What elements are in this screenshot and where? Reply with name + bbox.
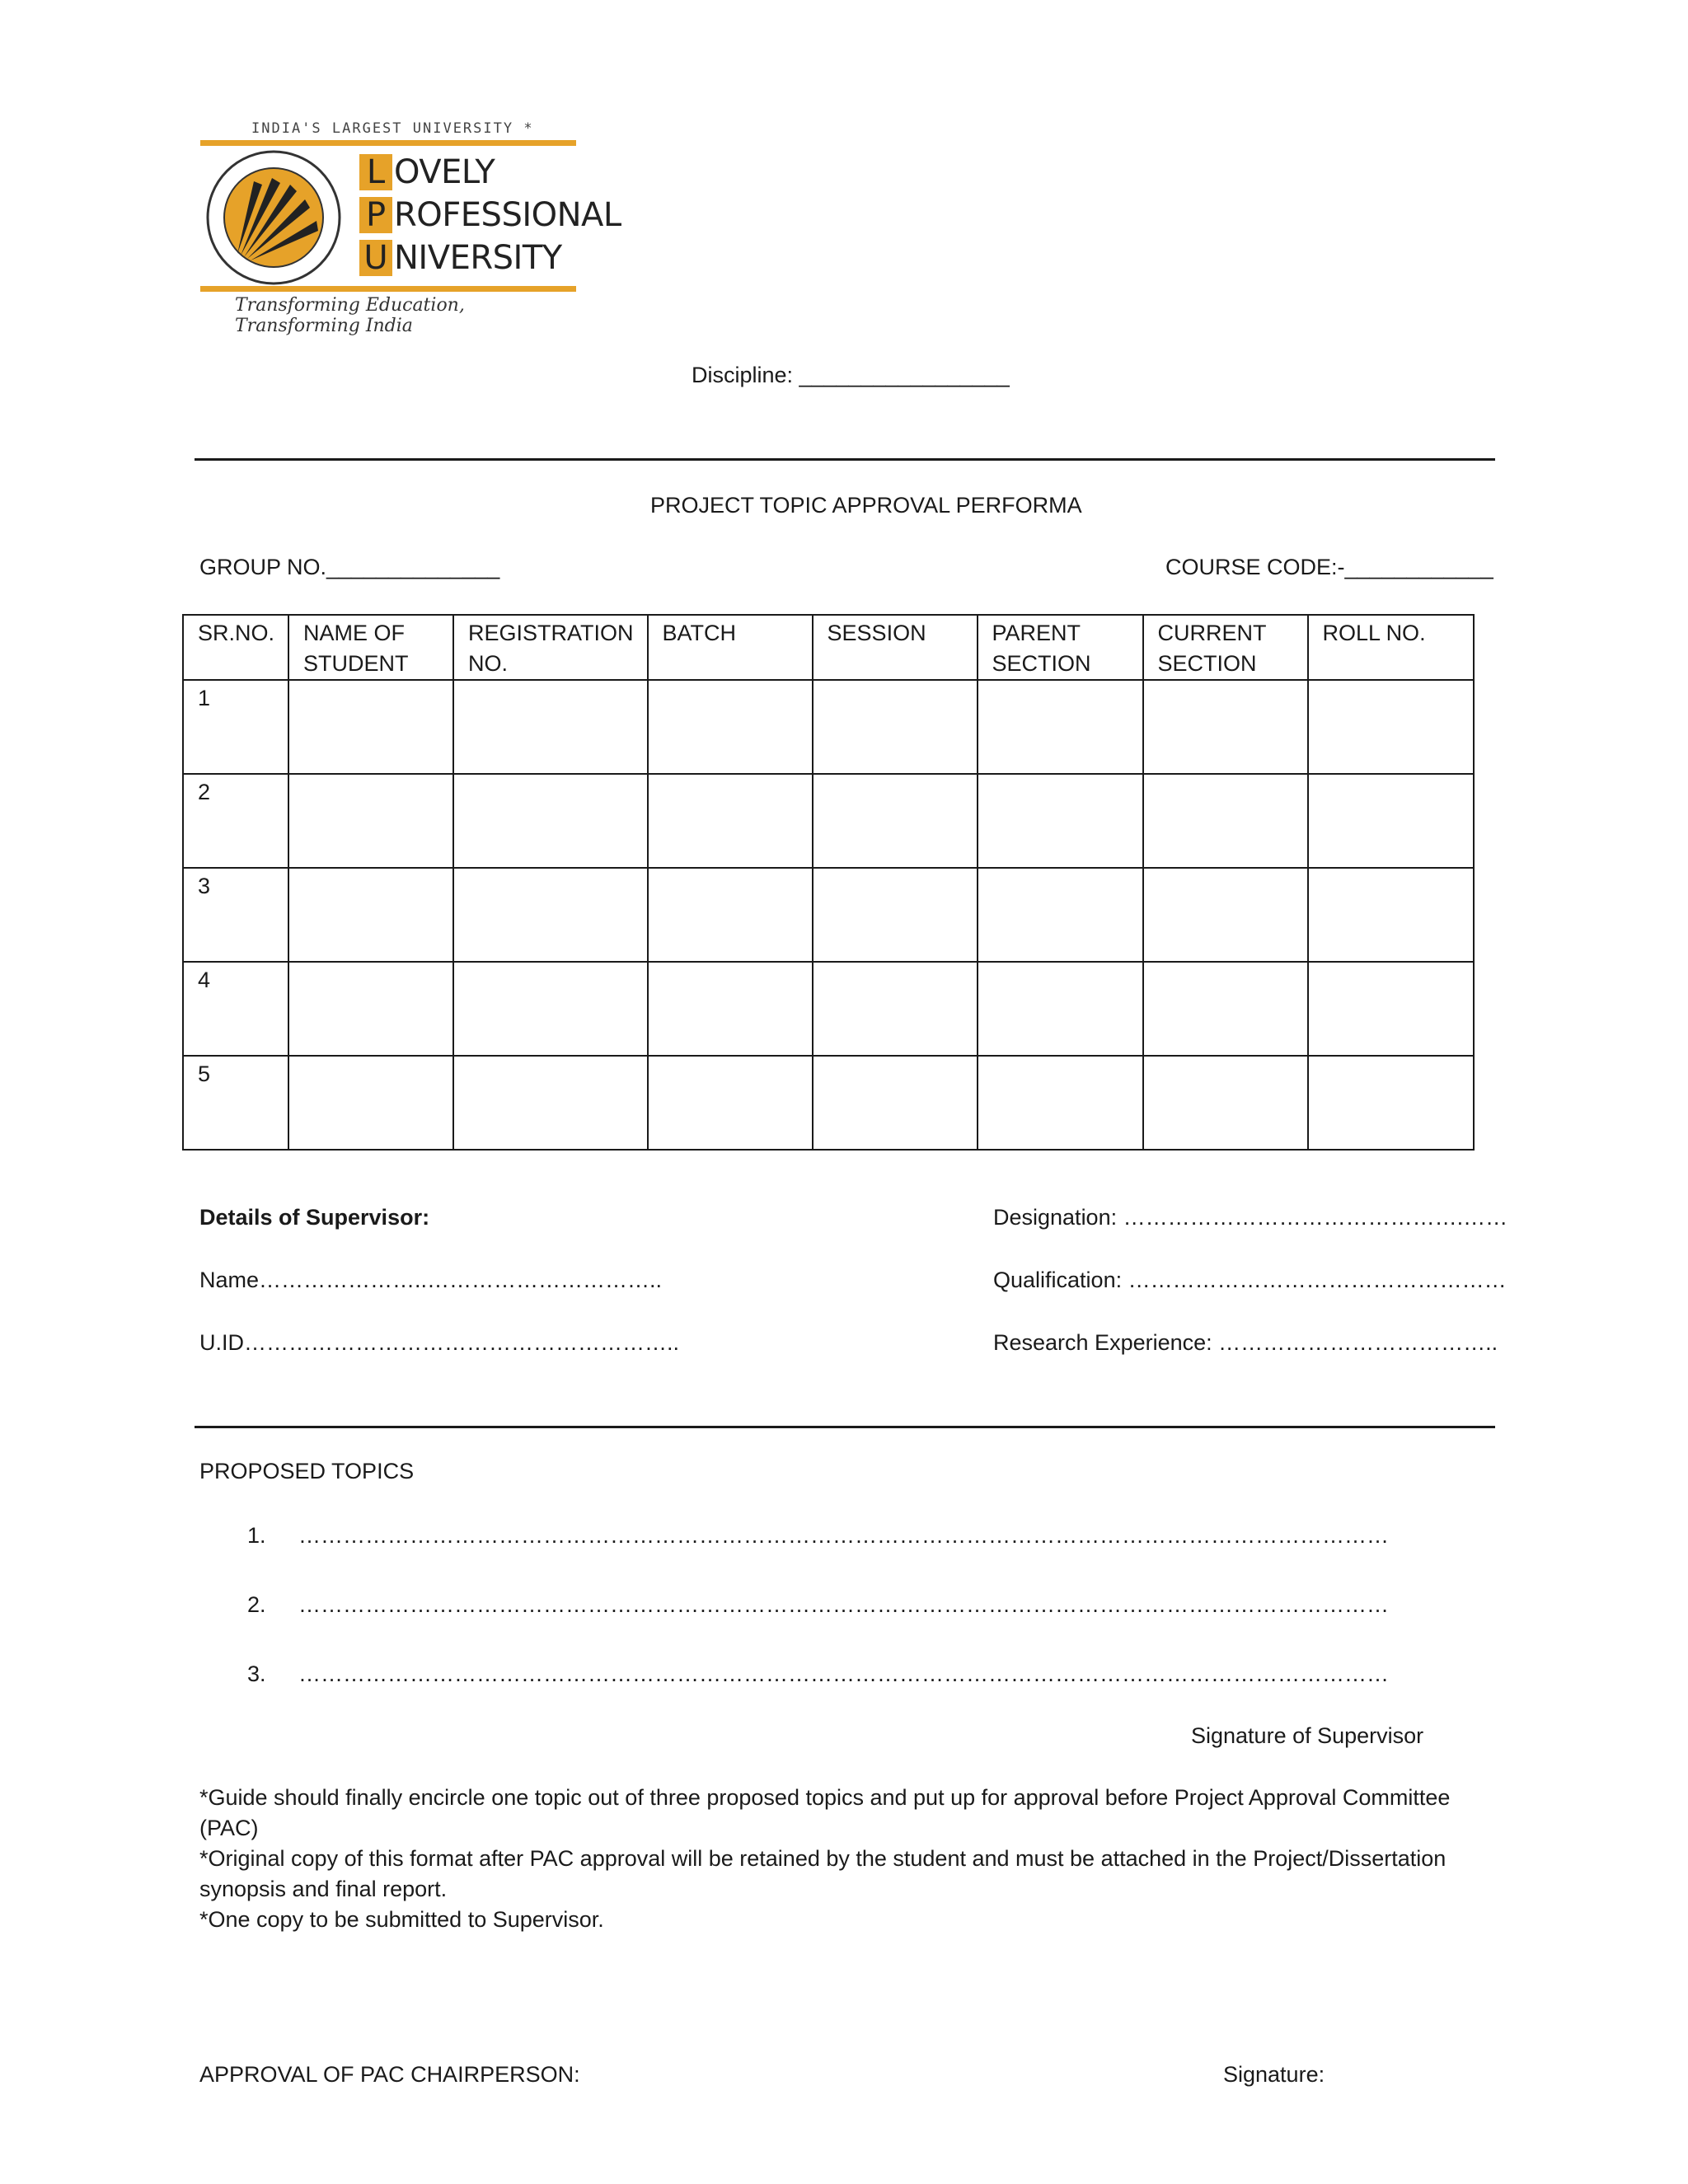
table-header-row [183,615,1474,680]
cell-current-section[interactable] [1143,680,1308,774]
cell-session[interactable] [813,1056,978,1150]
header-session: SESSION [813,615,978,680]
header-name-of-student: NAME OF STUDENT [288,615,453,680]
topic-line[interactable]: ………………………………………………………………………………………………………………………………… [298,1592,1389,1617]
logo-word-rest: ROFESSIONAL [394,196,621,234]
logo-word-rest: OVELY [394,153,495,191]
supervisor-qualification[interactable]: Qualification: …………………………………………… [993,1268,1507,1292]
signature-label: Signature: [1223,2062,1325,2087]
course-code-field: COURSE CODE:-____________ [1165,555,1493,579]
cell-current-section[interactable] [1143,774,1308,868]
university-logo [198,115,621,336]
cell-roll-no[interactable] [1308,774,1474,868]
row-number: 3 [183,868,288,962]
logo-seal-icon [204,148,343,287]
cell-registration-no[interactable] [453,962,648,1056]
cell-roll-no[interactable] [1308,962,1474,1056]
header-roll-no: ROLL NO. [1308,615,1474,680]
cell-student-name[interactable] [288,680,453,774]
table-row [183,868,1474,962]
topic-line[interactable]: ………………………………………………………………………………………………………………………………… [298,1661,1389,1686]
proposed-topics-heading: PROPOSED TOPICS [199,1459,415,1483]
header-batch: BATCH [648,615,813,680]
table-row [183,774,1474,868]
cell-batch[interactable] [648,680,813,774]
row-number: 4 [183,962,288,1056]
logo-word-2 [359,194,621,236]
supervisor-signature-label: Signature of Supervisor [1191,1723,1424,1748]
header-registration-no: REGISTRATION NO. [453,615,648,680]
group-no-field: GROUP NO.______________ [199,555,500,579]
note-item: *Original copy of this format after PAC approval will be retained by the student and must be attached in the Project/Dissertation synopsis and final report. [199,1846,1447,1901]
logo-tagline: INDIA'S LARGEST UNIVERSITY * [251,120,534,137]
pac-approval-label: APPROVAL OF PAC CHAIRPERSON: [199,2062,580,2087]
topic-number: 3. [247,1661,266,1686]
cell-registration-no[interactable] [453,868,648,962]
logo-bottom-bar [200,286,576,292]
cell-current-section[interactable] [1143,962,1308,1056]
cell-batch[interactable] [648,962,813,1056]
row-number: 2 [183,774,288,868]
logo-word-3 [359,237,621,279]
topic-number: 1. [247,1523,266,1548]
header-sr-no: SR.NO. [183,615,288,680]
cell-registration-no[interactable] [453,1056,648,1150]
table-row [183,962,1474,1056]
student-table [182,614,1475,1151]
topic-number: 2. [247,1592,266,1617]
supervisor-name[interactable]: Name…………………..………………………….. [199,1268,663,1292]
note-item: *One copy to be submitted to Supervisor. [199,1907,604,1932]
cell-parent-section[interactable] [978,868,1143,962]
supervisor-research-experience[interactable]: Research Experience: ……………………………….. [993,1330,1498,1355]
logo-initial: U [359,240,392,276]
cell-current-section[interactable] [1143,868,1308,962]
cell-session[interactable] [813,868,978,962]
form-title: PROJECT TOPIC APPROVAL PERFORMA [650,493,1082,518]
cell-student-name[interactable] [288,868,453,962]
note-item: *Guide should finally encircle one topic out of three proposed topics and put up for approval before Project Approval Committee (PAC) [199,1785,1451,1840]
cell-session[interactable] [813,774,978,868]
cell-parent-section[interactable] [978,680,1143,774]
cell-batch[interactable] [648,1056,813,1150]
cell-batch[interactable] [648,868,813,962]
logo-word-rest: NIVERSITY [394,239,562,277]
topic-line[interactable]: ………………………………………………………………………………………………………………………………… [298,1523,1389,1548]
supervisor-uid[interactable]: U.ID………………………………………………….. [199,1330,680,1355]
cell-batch[interactable] [648,774,813,868]
discipline-field: Discipline: _________________ [692,363,1010,387]
logo-wordmark [359,152,621,280]
row-number: 1 [183,680,288,774]
divider-top [195,458,1495,461]
cell-session[interactable] [813,962,978,1056]
cell-roll-no[interactable] [1308,1056,1474,1150]
logo-word-1 [359,152,621,193]
cell-student-name[interactable] [288,962,453,1056]
cell-student-name[interactable] [288,1056,453,1150]
logo-motto: Transforming Education, Transforming India [235,295,465,336]
row-number: 5 [183,1056,288,1150]
logo-initial: L [359,154,392,190]
cell-registration-no[interactable] [453,680,648,774]
divider-middle [195,1426,1495,1428]
logo-initial: P [359,197,392,233]
header-current-section: CURRENT SECTION [1143,615,1308,680]
table-row [183,680,1474,774]
cell-roll-no[interactable] [1308,680,1474,774]
supervisor-designation[interactable]: Designation: ……………………………………….…… [993,1205,1508,1230]
logo-top-bar [200,140,576,146]
cell-parent-section[interactable] [978,962,1143,1056]
cell-session[interactable] [813,680,978,774]
cell-student-name[interactable] [288,774,453,868]
cell-parent-section[interactable] [978,1056,1143,1150]
cell-parent-section[interactable] [978,774,1143,868]
table-row [183,1056,1474,1150]
cell-current-section[interactable] [1143,1056,1308,1150]
header-parent-section: PARENT SECTION [978,615,1143,680]
cell-registration-no[interactable] [453,774,648,868]
cell-roll-no[interactable] [1308,868,1474,962]
supervisor-heading: Details of Supervisor: [199,1205,430,1230]
